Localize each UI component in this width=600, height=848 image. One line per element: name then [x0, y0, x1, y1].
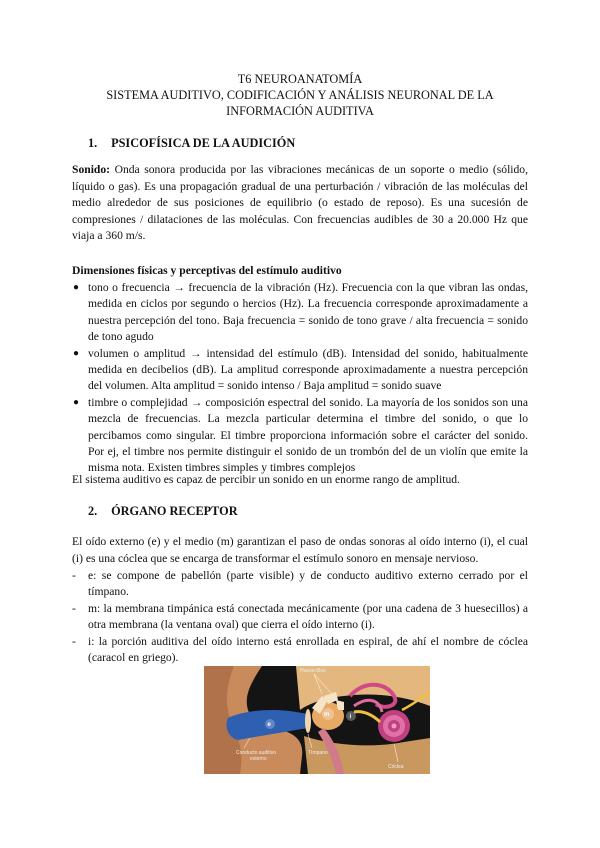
list-item	[72, 568, 528, 601]
closing-sentence: El sistema auditivo es capaz de percibir un sonido en un enorme rango de amplitud.	[72, 473, 460, 486]
sonido-paragraph	[72, 162, 528, 245]
label-conducto-2: externo	[250, 756, 267, 762]
doc-title-line-1: T6 NEUROANATOMÍA	[237, 72, 363, 86]
bullet-text: volumen o amplitud → intensidad del estímulo (dB). Intensidad del sonido, habitualmente medida en decibelios (dB). La amplitud corresponde aproximadamente a nuestra percepción del volumen. Alta amplitud = sonido intenso / Baja amplitud = sonido suave	[88, 346, 528, 393]
section-2-number: 2.	[88, 504, 98, 518]
tympanum-shape	[305, 709, 311, 733]
label-huesecillos: Huesecillos	[300, 668, 326, 674]
bullet-icon: ●	[73, 282, 80, 293]
section-1-heading	[88, 136, 295, 151]
label-m: m	[324, 712, 330, 718]
list-item	[72, 346, 528, 395]
bullet-text: tono o frecuencia → frecuencia de la vibración (Hz). Frecuencia con la que vibran las ondas, medida en ciclos por segundo o hercios (Hz). La frecuencia corresponde aproximadamente a nuestra percepción del tono. Baja frecuencia = sonido de tono grave / alta frecuencia = sonido de tono agudo	[88, 281, 528, 344]
dimensiones-list	[72, 280, 528, 477]
organo-list	[72, 568, 528, 666]
section-2-title: ÓRGANO RECEPTOR	[111, 504, 238, 518]
ear-anatomy-figure	[204, 666, 430, 774]
dash-marker: -	[72, 634, 76, 648]
item-text: e: se compone de pabellón (parte visible) y de conducto auditivo externo cerrado por el tímpano.	[88, 569, 528, 599]
bullet-text: timbre o complejidad → composición espectral del sonido. La mayoría de los sonidos son una mezcla de frecuencias. La mezcla particular determina el timbre del sonido, o que lo percibamos como singular. El timbre proporciona información sobre el carácter del sonido. Por ej, el timbre nos permite distinguir el sonido de un trombón del de un violín que emite la misma nota. Existen timbres simples y timbres complejos	[88, 395, 528, 475]
organo-intro-paragraph: El oído externo (e) y el medio (m) garantizan el paso de ondas sonoras al oído interno (i), el cual (i) es una cóclea que se encarga de transformar el estímulo sonoro en mensaje nervioso.	[72, 535, 528, 565]
label-timpano: Tímpano	[308, 750, 328, 756]
label-e: e	[267, 722, 271, 728]
bullet-icon: ●	[73, 347, 80, 359]
dash-marker: -	[72, 601, 76, 615]
sonido-text: Onda sonora producida por las vibraciones mecánicas de un soporte o medio (sólido, líquido o gas). Es una propagación gradual de una perturbación / vibración de las moléculas del medio alrededor de sus posiciones de equilibrio (o estado de reposo). Es una sucesión de compresiones / dilataciones de las moléculas. Con frecuencias audibles de 30 a 20.000 Hz que viaja a 360 m/s.	[72, 163, 528, 243]
label-i: i	[349, 714, 352, 720]
sonido-term: Sonido:	[72, 163, 111, 176]
bullet-icon: ●	[73, 396, 80, 408]
item-text: i: la porción auditiva del oído interno está enrollada en espiral, de ahí el nombre de cóclea (caracol en griego).	[88, 634, 528, 665]
list-item	[72, 601, 528, 634]
label-conducto-1: Conducto auditivo	[236, 750, 277, 756]
item-text: m: la membrana timpánica está conectada mecánicamente (por una cadena de 3 huesecillos) a otra membrana (la ventana oval) que cierra el oído interno (i).	[88, 601, 528, 632]
section-1-title: PSICOFÍSICA DE LA AUDICIÓN	[111, 136, 296, 150]
ear-diagram-svg	[204, 666, 430, 774]
section-2-heading	[88, 504, 238, 519]
doc-title-line-3: INFORMACIÓN AUDITIVA	[226, 104, 374, 118]
dash-marker: -	[72, 569, 76, 582]
list-item	[72, 395, 528, 477]
section-1-number: 1.	[88, 136, 98, 150]
list-item	[72, 634, 528, 667]
dimensiones-subheading: Dimensiones físicas y perceptivas del estímulo auditivo	[72, 264, 342, 277]
label-coclea: Cóclea	[388, 764, 404, 770]
doc-title-line-2: SISTEMA AUDITIVO, CODIFICACIÓN Y ANÁLISIS NEURONAL DE LA	[106, 88, 494, 102]
list-item	[72, 280, 528, 346]
